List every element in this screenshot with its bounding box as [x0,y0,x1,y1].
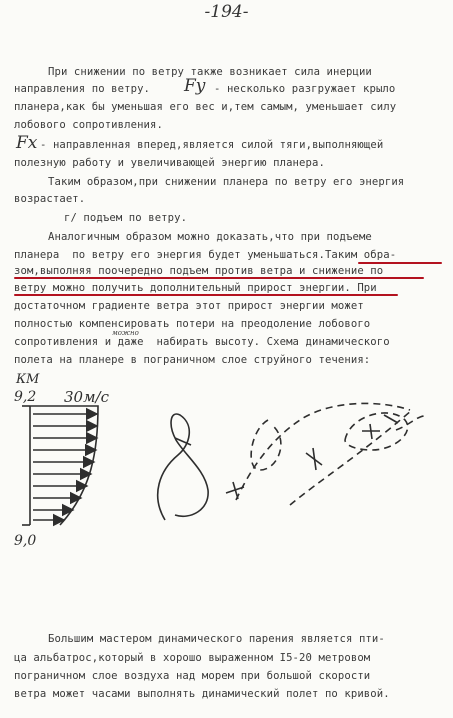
text-line: сопротивления и даже набирать высоту. Схема динамического [14,336,390,348]
text-line: зом,выполняя поочередно подъем против ветра и снижение по [14,265,384,277]
text-line: полета на планере в пограничном слое струйного течения: [14,354,371,366]
glider-path-tail [396,416,426,430]
glider-path-diagonal [290,410,412,505]
text-line: возрастает. [14,193,86,205]
text-line: пограничном слое воздуха над морем при большой скорости [14,670,371,682]
glider-path-side-view [158,414,208,520]
glider-path-main [236,403,410,500]
top-altitude-label: 9,2 [14,389,37,405]
section-heading: г/ подъем по ветру. [64,212,188,224]
text-line: При снижении по ветру также возникает сила инерции [48,66,372,78]
text-line: достаточном градиенте ветра этот прирост энергии может [14,300,364,312]
text-line: Большим мастером динамического парения является пти- [48,633,385,645]
wind-profile-curve [30,406,98,525]
glider-path-loop [251,420,281,470]
text-line: ветру можно получить дополнительный прирост энергии. При [14,282,377,294]
wind-speed-label: 30м/с [64,388,109,406]
handwritten-insert: можно [112,329,139,337]
handwritten-fx: Fx [16,133,38,153]
text-line: Таким образом,при снижении планера по ветру его энергия [48,176,405,188]
unit-label: КМ [16,372,40,387]
text-line: полностью компенсировать потери на преодоление лобового [14,318,371,330]
text-line: - направленная вперед,является силой тяги,выполняющей [40,139,384,151]
text-line: ца альбатрос,который в хорошо выраженном I5-20 метровом [14,652,371,664]
page-number: -194- [204,2,249,22]
text-line: направления по ветру. [14,83,151,95]
text-line: лобового сопротивления. [14,119,163,131]
bottom-altitude-label: 9,0 [14,533,37,549]
text-line: планера,как бы уменьшая его вес и,тем самым, уменьшает силу [14,101,397,113]
text-line: полезную работу и увеличивающей энергию планера. [14,157,325,169]
handwritten-fy: Fy [184,76,206,96]
text-line: - несколько разгружает крыло [214,83,396,95]
text-line: планера по ветру его энергия будет уменьшаться.Таким обра- [14,249,397,261]
text-line: ветра может часами выполнять динамический полет по кривой. [14,688,390,700]
text-line: Аналогичным образом можно доказать,что при подъеме [48,231,372,243]
